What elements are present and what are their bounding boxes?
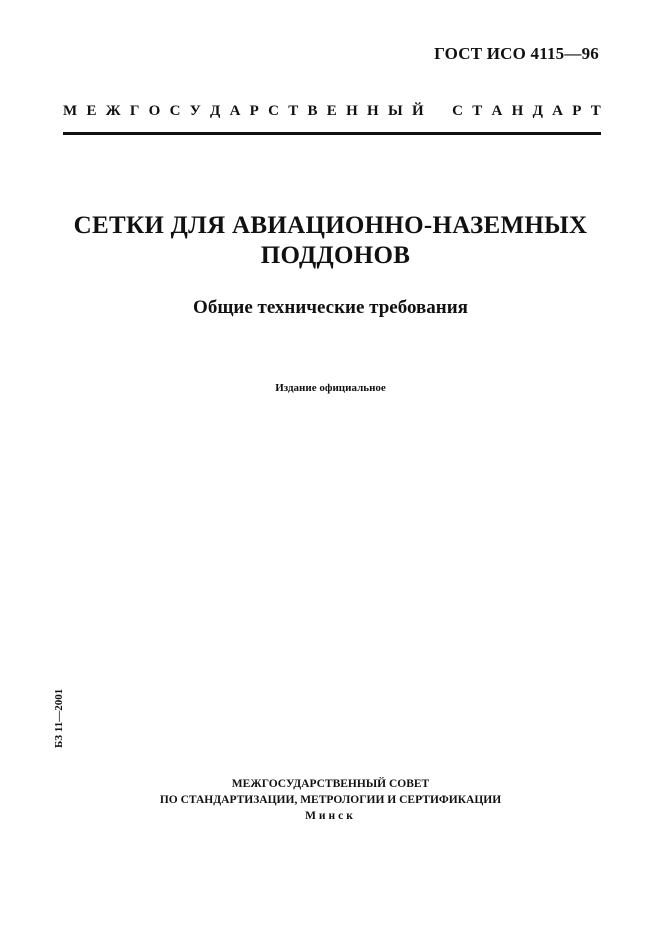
banner-letter: Т <box>590 103 601 119</box>
banner-letter: А <box>491 103 503 119</box>
banner-word-gap <box>433 103 443 120</box>
standard-type-banner <box>63 103 601 120</box>
banner-letter: С <box>169 103 181 119</box>
title-line-1: СЕТКИ ДЛЯ АВИАЦИОННО-НАЗЕМНЫХ <box>73 212 588 239</box>
header-divider <box>63 132 601 135</box>
document-subtitle: Общие технические требования <box>193 297 468 318</box>
banner-letter: Н <box>367 103 379 119</box>
publisher-block <box>0 776 661 824</box>
banner-letter: Д <box>532 103 543 119</box>
banner-letter: Н <box>511 103 524 119</box>
banner-letter: С <box>452 103 463 119</box>
banner-letter: Е <box>326 103 337 119</box>
banner-letter: В <box>307 103 318 119</box>
banner-letter: Ж <box>105 103 121 119</box>
banner-letter: С <box>268 103 279 119</box>
banner-letter: У <box>189 103 201 119</box>
document-code: ГОСТ ИСО 4115—96 <box>434 44 599 63</box>
banner-letter: Е <box>86 103 97 119</box>
publisher-line-2: ПО СТАНДАРТИЗАЦИИ, МЕТРОЛОГИИ И СЕРТИФИКАЦИИ <box>159 794 502 806</box>
banner-letter: Р <box>249 103 259 119</box>
banner-letter: Т <box>472 103 483 119</box>
banner-letter: Н <box>346 103 358 119</box>
publisher-city: Минск <box>305 810 356 822</box>
banner-letter: Р <box>572 103 582 119</box>
publisher-line-1: МЕЖГОСУДАРСТВЕННЫЙ СОВЕТ <box>231 778 430 790</box>
banner-letter: Т <box>288 103 299 119</box>
side-code: БЗ 11—2001 <box>53 688 65 748</box>
edition-note: Издание официальное <box>275 382 386 394</box>
title-line-2: ПОДДОНОВ <box>260 242 411 269</box>
banner-letter: М <box>63 103 78 119</box>
banner-letter: О <box>148 103 161 119</box>
banner-letter: Д <box>209 103 221 119</box>
document-title <box>0 211 661 271</box>
banner-letter: Й <box>411 103 424 119</box>
banner-letter: Ы <box>387 103 403 119</box>
banner-letter: Г <box>129 103 140 119</box>
banner-letter: А <box>552 103 564 119</box>
banner-letter: А <box>229 103 241 119</box>
